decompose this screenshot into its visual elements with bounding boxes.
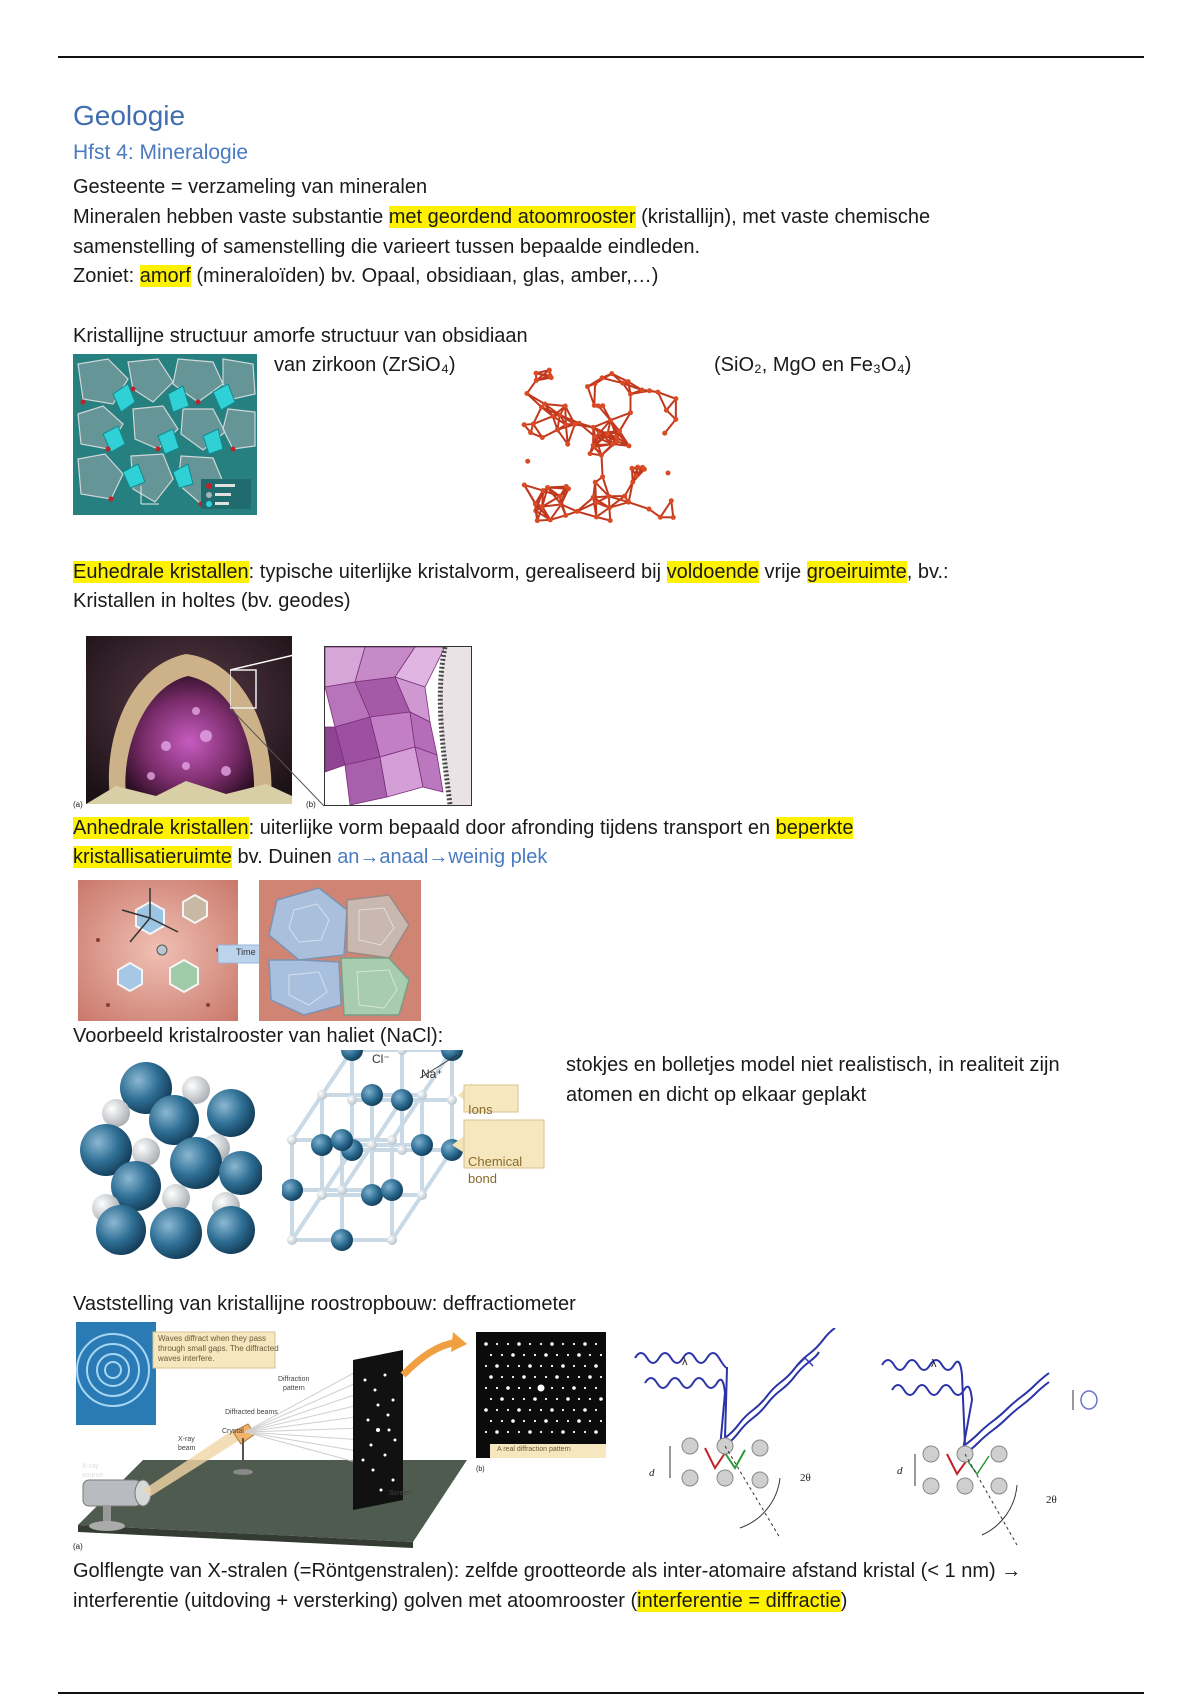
network-atom (655, 390, 660, 395)
network-atom (525, 459, 530, 464)
network-atom (628, 410, 633, 415)
diffraction-spot (600, 1420, 602, 1422)
bragg-constructive-drawing (630, 1328, 850, 1540)
diffraction-spot (600, 1354, 602, 1356)
time-label: Time (236, 947, 256, 957)
network-bond (542, 430, 557, 438)
chemical-bond-label-1: Chemical (468, 1154, 523, 1169)
diffraction-spot (583, 1342, 587, 1346)
diffraction-spot (523, 1420, 525, 1422)
diffraction-spot (577, 1419, 581, 1423)
network-atom (622, 494, 627, 499)
network-bond (671, 501, 673, 518)
chloride-label: Cl⁻ (372, 1052, 390, 1066)
bragg-destructive-diagram (877, 1350, 1107, 1550)
diffraction-spot (490, 1354, 492, 1356)
network-atom (522, 422, 527, 427)
diffraction-spot (594, 1430, 598, 1434)
network-bond (660, 501, 671, 517)
network-atom (588, 451, 593, 456)
network-atom (548, 517, 553, 522)
wave-note-3: waves interfere. (158, 1354, 215, 1363)
conclusion-line-2 (73, 1586, 847, 1616)
two-theta-label-2: 2θ (1046, 1494, 1057, 1506)
diffraction-label-b: (b) (476, 1466, 485, 1473)
chemical-bond-label-2: bond (468, 1171, 497, 1186)
network-atom (607, 505, 612, 510)
halite-heading: Voorbeeld kristalrooster van haliet (NaCl): (73, 1025, 444, 1047)
network-atom (541, 488, 546, 493)
diffraction-spot (562, 1409, 564, 1411)
network-bond (595, 482, 596, 502)
bragg-destructive-drawing (877, 1350, 1107, 1550)
network-bond (601, 455, 602, 477)
diffractometer-drawing (73, 1320, 467, 1550)
network-atom (628, 392, 633, 397)
network-atom (647, 388, 652, 393)
bragg-constructive-diagram (630, 1328, 850, 1540)
geode-fig-label-a: (a) (73, 800, 83, 809)
euhedral-line-2: Kristallen in holtes (bv. geodes) (73, 590, 351, 612)
diffraction-pattern-label-2: pattern (283, 1385, 305, 1392)
diffraction-spot (567, 1420, 569, 1422)
intro-line-4 (73, 261, 658, 291)
diffraction-spot (540, 1431, 542, 1433)
diffraction-spot (577, 1353, 581, 1357)
diffraction-spot (518, 1387, 520, 1389)
network-atom (620, 381, 625, 386)
diffraction-spot (578, 1398, 580, 1400)
network-atom (666, 471, 671, 476)
diffraction-spot (496, 1409, 498, 1411)
diffraction-spot (484, 1342, 488, 1346)
diffraction-spot (551, 1431, 553, 1433)
obsidian-caption: (SiO₂, MgO en Fe₃O₄) (714, 354, 912, 376)
network-atom (565, 442, 570, 447)
network-atom (629, 466, 634, 471)
etymology-note: an→anaal→weinig plek (337, 846, 548, 868)
amorphous-network-drawing (515, 362, 691, 530)
network-atom (671, 515, 676, 520)
network-bond (629, 502, 649, 509)
diffraction-spot (518, 1431, 520, 1433)
d-spacing-label-1: d (649, 1467, 655, 1479)
conclusion-line-1: Golflengte van X-stralen (=Röntgenstralen): zelfde grootteorde als inter-atomaire afstand kristal (< 1 nm) → (73, 1560, 1022, 1582)
diffraction-spot (583, 1408, 587, 1412)
diffraction-spot (566, 1397, 570, 1401)
diffraction-spot (595, 1387, 597, 1389)
diffraction-spot (485, 1387, 487, 1389)
diffraction-spot (567, 1376, 569, 1378)
obsidian-structure-image (515, 362, 691, 530)
network-atom (563, 422, 568, 427)
diffraction-spot (599, 1397, 603, 1401)
halite-spacefill-drawing (76, 1058, 262, 1260)
network-atom (673, 396, 678, 401)
euhedral-text: vrije (758, 561, 807, 583)
network-atom (540, 435, 545, 440)
diffraction-spot (507, 1343, 509, 1345)
network-atom (646, 507, 651, 512)
halite-spacefill-image (76, 1058, 262, 1260)
intro-text: Zoniet: (73, 265, 140, 287)
highlight: voldoende (666, 561, 759, 583)
xray-source-label-2: source (82, 1472, 104, 1479)
network-atom (640, 465, 645, 470)
network-atom (593, 480, 598, 485)
network-atom (626, 443, 631, 448)
diffraction-spot (540, 1409, 542, 1411)
highlight: interferentie = diffractie (637, 1590, 841, 1612)
diffraction-spot (545, 1398, 547, 1400)
network-atom (547, 373, 552, 378)
network-atom (639, 388, 644, 393)
network-atom (594, 514, 599, 519)
two-theta-label-1: 2θ (800, 1472, 811, 1484)
diffraction-spot (511, 1353, 515, 1357)
diffraction-spot (489, 1375, 493, 1379)
xray-beam-label-2: beam (178, 1445, 196, 1452)
network-atom (634, 474, 639, 479)
network-atom (614, 439, 619, 444)
network-atom (557, 412, 562, 417)
network-atom (575, 509, 580, 514)
anhedral-line-2 (73, 842, 547, 872)
diffraction-spot (533, 1397, 537, 1401)
diffraction-spot (573, 1431, 575, 1433)
network-atom (564, 484, 569, 489)
euhedral-text: : typische uiterlijke kristalvorm, gerealiseerd bij (248, 561, 667, 583)
diffraction-spot (507, 1431, 509, 1433)
lambda-label-2: λ (931, 1358, 937, 1370)
diffraction-spot (511, 1419, 515, 1423)
highlight: Euhedrale kristallen (73, 561, 249, 583)
real-pattern-caption: A real diffraction pattern (497, 1446, 571, 1453)
diffraction-spot (545, 1376, 547, 1378)
network-atom (524, 391, 529, 396)
highlight: kristallisatieruimte (73, 846, 232, 868)
diffraction-spot (556, 1398, 558, 1400)
network-atom (630, 480, 635, 485)
diffraction-pattern-drawing (476, 1332, 606, 1458)
crystal-growth-after-image (259, 880, 421, 1021)
diffraction-spot (490, 1398, 492, 1400)
diffraction-spot (572, 1386, 576, 1390)
network-atom (605, 432, 610, 437)
network-atom (522, 482, 527, 487)
euhedral-text: , bv.: (906, 561, 949, 583)
growth-start-drawing (78, 880, 238, 1021)
diffraction-spot (561, 1364, 565, 1368)
diffraction-spot (529, 1343, 531, 1345)
diffraction-spot (555, 1375, 559, 1379)
network-atom (547, 368, 552, 373)
network-atom (596, 403, 601, 408)
diffraction-pattern-label-1: Diffraction (278, 1376, 310, 1383)
section-subtitle: Hfst 4: Mineralogie (73, 141, 249, 164)
network-atom (600, 403, 605, 408)
ions-label: Ions (468, 1102, 493, 1117)
diffraction-spot (495, 1430, 499, 1434)
network-atom (609, 371, 614, 376)
diffraction-spot (588, 1375, 592, 1379)
network-atom (664, 408, 669, 413)
diffraction-spot (540, 1365, 542, 1367)
diffraction-spot (507, 1365, 509, 1367)
crystal-closeup-image (324, 646, 472, 806)
diffraction-spot (529, 1409, 531, 1411)
diffraction-spot (490, 1420, 492, 1422)
network-atom (658, 515, 663, 520)
zoom-lines (230, 648, 326, 808)
diffraction-spot (522, 1375, 526, 1379)
network-atom (635, 465, 640, 470)
network-atom (626, 500, 631, 505)
diffractometer-image (73, 1320, 467, 1550)
network-atom (528, 430, 533, 435)
real-diffraction-pattern-image (476, 1332, 606, 1458)
highlight: amorf (139, 265, 191, 287)
diffraction-spot (512, 1376, 514, 1378)
diffraction-spot (561, 1430, 565, 1434)
d-spacing-label-2: d (897, 1465, 903, 1477)
network-atom (591, 425, 596, 430)
highlight: groeiruimte (806, 561, 907, 583)
diffraction-spot (517, 1408, 521, 1412)
euhedral-line-1 (73, 557, 949, 587)
network-atom (594, 500, 599, 505)
diffraction-spot (496, 1343, 498, 1345)
network-atom (669, 498, 674, 503)
network-atom (534, 378, 539, 383)
zircon-caption: van zirkoon (ZrSiO₄) (274, 354, 456, 376)
structures-heading: Kristallijne structuur amorfe structuur van obsidiaan (73, 325, 528, 347)
diffracted-beams-label: Diffracted beams (225, 1409, 278, 1416)
diffraction-spot (534, 1420, 536, 1422)
network-atom (572, 422, 577, 427)
diffraction-spot (595, 1343, 597, 1345)
diffraction-spot (578, 1376, 580, 1378)
diffraction-spot (551, 1365, 553, 1367)
anhedral-text: bv. Duinen (231, 846, 338, 868)
diffraction-spot (528, 1430, 532, 1434)
network-atom (540, 504, 545, 509)
diffraction-spot (506, 1386, 510, 1390)
top-rule (58, 56, 1144, 58)
zircon-structure-image (73, 354, 257, 515)
diffraction-spot (595, 1409, 597, 1411)
diffraction-spot (501, 1420, 503, 1422)
diffraction-spot (573, 1365, 575, 1367)
xray-source-label-1: X-ray (82, 1463, 99, 1470)
page-title: Geologie (73, 100, 186, 131)
diffraction-spot (544, 1419, 548, 1423)
network-atom (550, 414, 555, 419)
diffraction-spot (534, 1376, 536, 1378)
diffraction-spot (507, 1409, 509, 1411)
network-atom (563, 403, 568, 408)
network-atom (673, 417, 678, 422)
halite-note-line-1: stokjes en bolletjes model niet realistisch, in realiteit zijn (566, 1054, 1060, 1076)
crystal-label: Crystal (222, 1428, 244, 1435)
diffraction-spot (584, 1387, 586, 1389)
conclusion-text: ) (840, 1590, 848, 1612)
crystal-growth-before-image (78, 880, 238, 1021)
diffraction-spot (517, 1342, 521, 1346)
network-bond (548, 487, 567, 488)
network-atom (585, 384, 590, 389)
diffraction-spot (485, 1431, 487, 1433)
intro-line-1: Gesteente = verzameling van mineralen (73, 176, 428, 198)
network-bond (565, 406, 566, 425)
network-atom (606, 494, 611, 499)
network-atom (599, 453, 604, 458)
lambda-label-1: λ (682, 1356, 688, 1368)
network-bond (577, 511, 596, 517)
diffraction-spot (556, 1420, 558, 1422)
halite-note-line-2: atomen en dicht op elkaar geplakt (566, 1084, 867, 1106)
network-atom (542, 402, 547, 407)
network-atom (600, 375, 605, 380)
intro-line-3: samenstelling of samenstelling die varieert tussen bepaalde eindleden. (73, 236, 701, 258)
screen-label: Screen (389, 1490, 412, 1497)
zircon-lattice-drawing (73, 354, 257, 515)
diffraction-spot (600, 1376, 602, 1378)
conclusion-text: interferentie (uitdoving + versterking) golven met atoomrooster ( (73, 1590, 638, 1612)
intro-line-2 (73, 202, 930, 232)
diffraction-spot (534, 1354, 536, 1356)
network-bond (568, 424, 575, 444)
diffraction-spot (501, 1376, 503, 1378)
diffraction-spot (496, 1387, 498, 1389)
intro-text: (kristallijn), met vaste chemische (635, 206, 931, 228)
diffraction-spot (518, 1365, 520, 1367)
network-atom (531, 422, 536, 427)
diffraction-spot (529, 1387, 531, 1389)
network-atom (563, 513, 568, 518)
diffraction-spot (550, 1408, 554, 1412)
wave-note-1: Waves diffract when they pass (158, 1334, 267, 1343)
diffraction-spot (589, 1354, 591, 1356)
anhedral-line-1 (73, 813, 853, 843)
bottom-rule (58, 1692, 1144, 1694)
xray-beam-label-1: X-ray (178, 1436, 195, 1443)
diffraction-spot (500, 1397, 504, 1401)
diffraction-spot (556, 1354, 558, 1356)
diffraction-spot (501, 1354, 503, 1356)
diffraction-spot (544, 1353, 548, 1357)
intro-text: (mineraloïden) bv. Opaal, obsidiaan, glas, amber,…) (190, 265, 659, 287)
network-atom (593, 434, 598, 439)
diffraction-spot (550, 1342, 554, 1346)
diffraction-spot (584, 1365, 586, 1367)
diffraction-spot (562, 1387, 564, 1389)
diffraction-spot (584, 1431, 586, 1433)
diffraction-spot (567, 1354, 569, 1356)
growth-end-drawing (259, 880, 421, 1021)
diffraction-spot (523, 1354, 525, 1356)
network-atom (535, 518, 540, 523)
diffraction-spot (573, 1409, 575, 1411)
network-atom (533, 501, 538, 506)
diffraction-heading: Vaststelling van kristallijne roostropbouw: deffractiometer (73, 1293, 576, 1315)
network-atom (591, 443, 596, 448)
network-bond (588, 387, 595, 406)
diffraction-spot (562, 1343, 564, 1345)
diffraction-spot (528, 1364, 532, 1368)
network-atom (545, 485, 550, 490)
network-atom (600, 474, 605, 479)
diffraction-spot (523, 1398, 525, 1400)
sodium-label: Na⁺ (421, 1067, 443, 1081)
network-atom (617, 429, 622, 434)
anhedral-text: : uiterlijke vorm bepaald door afronding tijdens transport en (248, 817, 776, 839)
diffraction-spot (484, 1408, 488, 1412)
diffraction-spot (589, 1398, 591, 1400)
network-atom (557, 494, 562, 499)
diffraction-spot (512, 1398, 514, 1400)
network-atom (534, 371, 539, 376)
diffraction-spot (594, 1364, 598, 1368)
diffraction-spot (495, 1364, 499, 1368)
highlight: Anhedrale kristallen (73, 817, 249, 839)
network-atom (608, 418, 613, 423)
diffraction-spot (589, 1420, 591, 1422)
network-bond (665, 419, 676, 433)
geode-zoom-connector (230, 648, 326, 808)
diffraction-spot (485, 1365, 487, 1367)
intro-text: Mineralen hebben vaste substantie (73, 206, 389, 228)
network-bond (594, 384, 595, 406)
diffraction-spot (573, 1343, 575, 1345)
geode-fig-label-b: (b) (306, 800, 316, 809)
diffractometer-label-a: (a) (73, 1542, 83, 1551)
network-atom (662, 431, 667, 436)
highlight: met geordend atoomrooster (388, 206, 636, 228)
network-atom (608, 518, 613, 523)
network-atom (610, 442, 615, 447)
highlight: beperkte (775, 817, 854, 839)
diffraction-spot (540, 1343, 542, 1345)
network-atom (555, 427, 560, 432)
diffraction-spot (551, 1387, 553, 1389)
crystal-closeup-drawing (325, 647, 471, 805)
wave-note-2: through small gaps. The diffracted (158, 1344, 279, 1353)
